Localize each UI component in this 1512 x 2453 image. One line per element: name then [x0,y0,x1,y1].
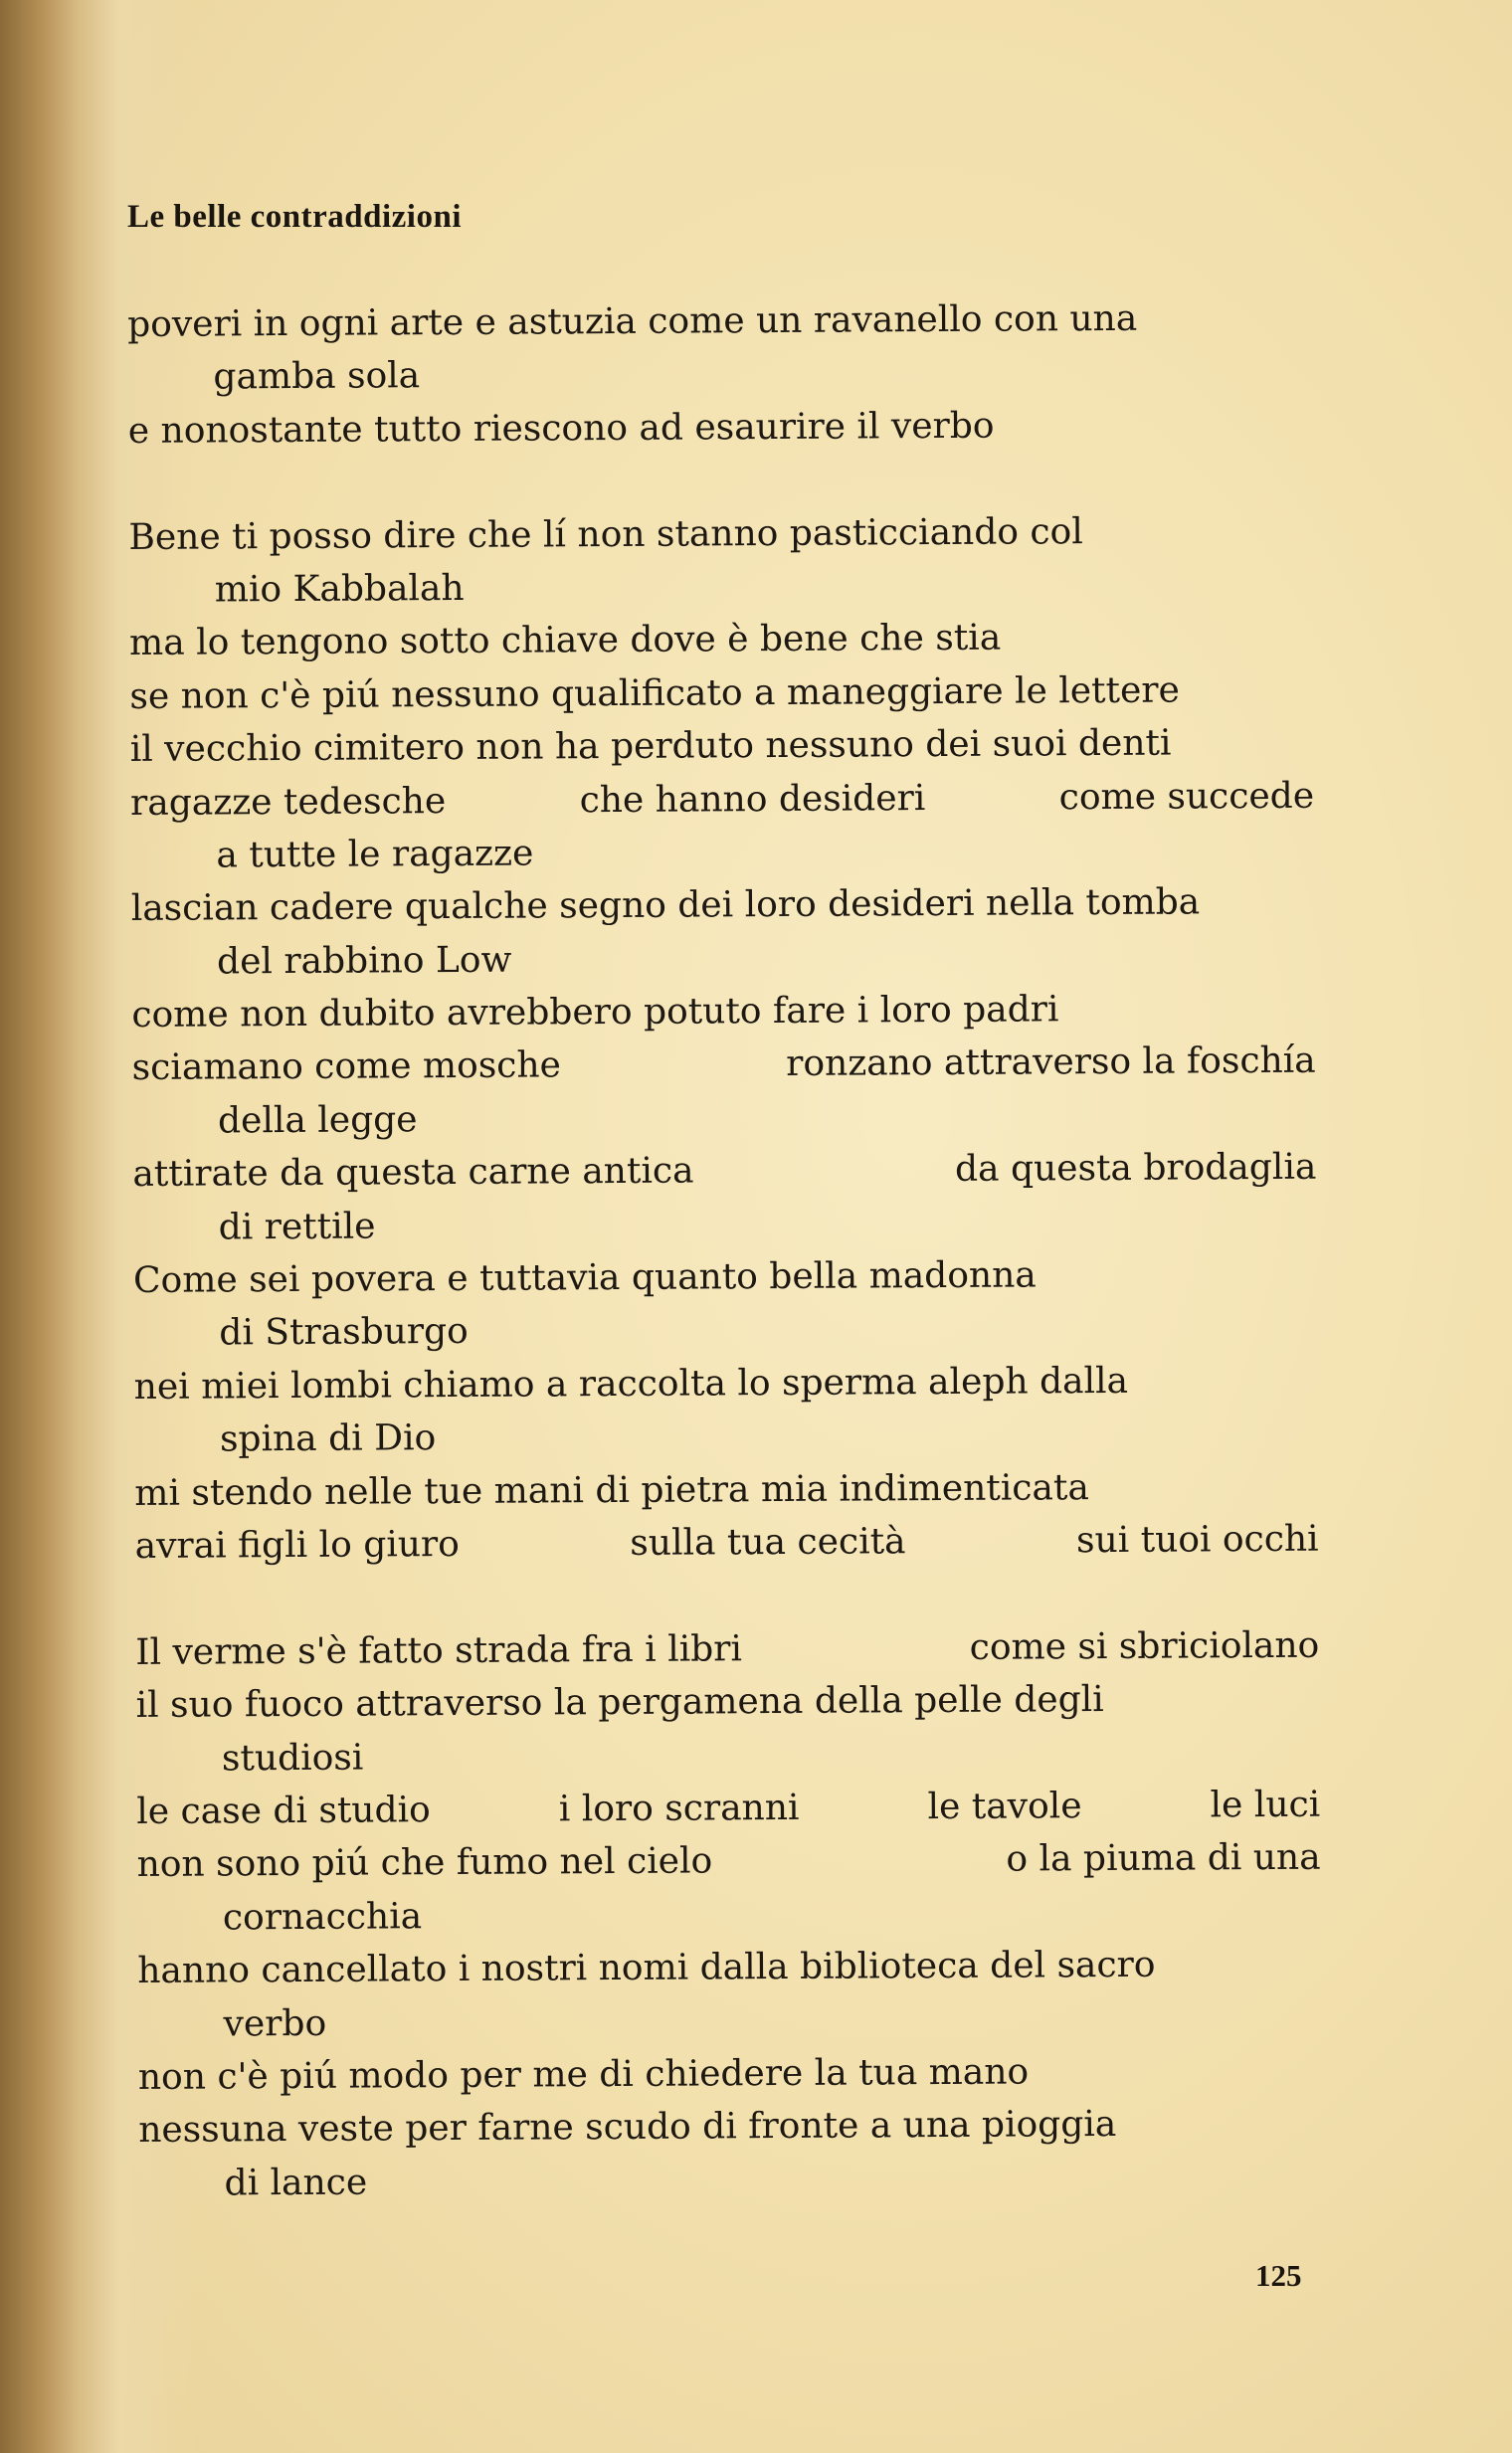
poem-line-segment: se non c'è piú nessuno qualificato a maneggiare le lettere [129,669,1180,717]
poem-line-segment: che hanno desideri [579,777,926,821]
page-number: 125 [1255,2258,1302,2293]
poem-line-segment: come si sbriciolano [969,1624,1320,1668]
poem-line-continuation [133,1194,1317,1254]
poem-line-segment: le luci [1210,1784,1321,1826]
poem-line [132,1035,1316,1095]
poem-line-segment: ronzano attraverso la foschía [786,1040,1316,1085]
poem-line-continuation [134,1407,1318,1467]
poem-line-continuation [127,344,1311,405]
poem-line-segment: Il verme s'è fatto strada fra i libri [135,1628,743,1673]
poem-line-segment: sciamano come mosche [131,1044,562,1089]
poem-line-continuation [137,1990,1321,2051]
poem-line-segment: come succede [1058,775,1315,818]
poem-line-continuation [136,1725,1320,1786]
running-title: Le belle contraddizioni [127,199,462,235]
poem-line-segment: ragazze tedesche [129,780,447,824]
poem-line-segment: a tutte le ragazze [216,833,534,876]
poem-line [138,2097,1322,2158]
poem-line-segment: sui tuoi occhi [1075,1518,1319,1562]
poem-line-segment: verbo [223,2002,327,2044]
poem-line [128,503,1312,564]
poem-line-segment: di lance [224,2162,368,2204]
poem-line-segment: hanno cancellato i nostri nomi dalla biblioteca del sacro [137,1944,1156,1992]
poem-line [135,1672,1319,1733]
poem-line-segment: mi stendo nelle tue mani di pietra mia indimenticata [134,1466,1089,1514]
poem-line-segment: attirate da questa carne antica [132,1150,694,1196]
poem-line [130,769,1314,830]
poem-line-continuation [138,2150,1322,2210]
poem-line [135,1618,1319,1679]
poem-line [136,1831,1320,1892]
poem-line-segment: il suo fuoco attraverso la pergamena della pelle degli [135,1679,1104,1727]
poem-line-segment: di Strasburgo [219,1311,469,1354]
poem-line [128,398,1312,459]
poem-line-segment: lascian cadere qualche segno dei loro desideri nella tomba [130,881,1201,930]
poem-line [131,982,1315,1042]
poem-line [137,1938,1321,1998]
poem-line-segment: le tavole [927,1786,1082,1828]
poem-line-segment: gamba sola [213,355,421,398]
poem-line [129,662,1313,723]
poem-line-segment: da questa brodaglia [954,1146,1317,1191]
poem-line [136,1779,1320,1839]
poem-line-segment: non sono piú che fumo nel cielo [136,1840,713,1886]
poem-line-segment: spina di Dio [219,1417,437,1460]
poem-line-segment: nessuna veste per farne scudo di fronte a una pioggia [138,2104,1117,2152]
poem-line [134,1459,1318,1520]
poem-line [138,2044,1322,2105]
poem-line-segment: Come sei povera e tuttavia quanto bella madonna [132,1254,1037,1302]
poem-line-segment: ma lo tengono sotto chiave dove è bene che stia [128,617,1002,664]
poem-line-segment: studiosi [221,1737,364,1779]
poem-line-segment: della legge [217,1099,418,1142]
poem-line [134,1354,1318,1415]
poem-line-segment: nei miei lombi chiamo a raccolta lo sperma aleph dalla [133,1360,1129,1408]
poem-line [130,716,1314,777]
poem-line-segment: o la piuma di una [1006,1837,1321,1880]
poem-line-segment: il vecchio cimitero non ha perduto nessuno dei suoi denti [129,722,1172,771]
poem-line [127,291,1311,352]
poem-line-segment: Bene ti posso dire che lí non stanno pasticciando col [128,510,1083,558]
poem-line-continuation [131,928,1315,989]
poem-line-segment: i loro scranni [558,1787,800,1830]
poem-line-continuation [130,823,1314,883]
poem-line-continuation [132,1088,1316,1149]
poem-line-segment: cornacchia [222,1895,423,1939]
poem-line-segment: mio Kabbalah [214,567,465,611]
poem-line-segment: non c'è piú modo per me di chiedere la tua mano [137,2051,1030,2098]
poem-line [131,875,1315,936]
poem-line-continuation [137,1884,1321,1945]
poem-line-segment: poveri in ogni arte e astuzia come un ravanello con una [127,297,1138,345]
poem-line-continuation [129,557,1313,618]
poem-line-segment: sulla tua cecità [630,1521,906,1564]
poem-line [135,1513,1319,1574]
poem-line-segment: di rettile [218,1206,376,1248]
poem-line-segment: e nonostante tutto riescono ad esaurire il verbo [127,405,995,452]
poem-line-segment: del rabbino Low [216,939,512,983]
poem-line-segment: le case di studio [136,1790,431,1832]
poem-body [127,291,1323,2210]
poem-line-segment: come non dubito avrebbero potuto fare i loro padri [131,989,1059,1037]
poem-line [133,1247,1317,1308]
poem-line [132,1141,1316,1202]
poem-line-segment: avrai figli lo giuro [134,1523,461,1567]
poem-line [129,610,1313,670]
poem-line-continuation [133,1300,1317,1361]
